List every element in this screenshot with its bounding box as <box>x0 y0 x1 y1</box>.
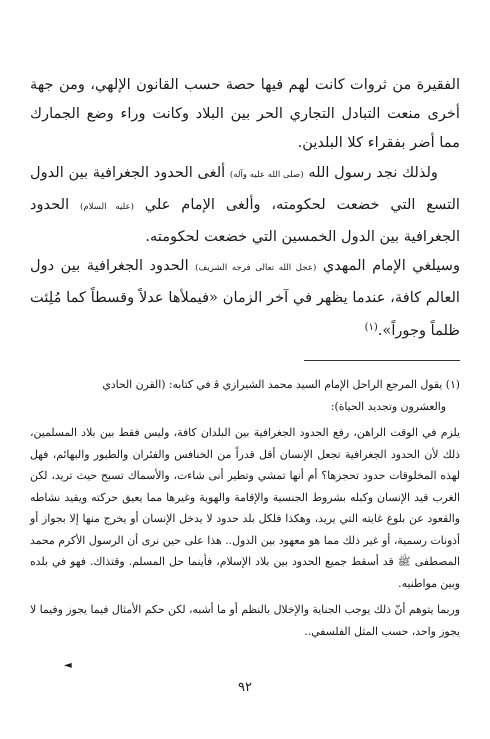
paragraph-1: الفقيرة من ثروات كانت لهم فيها حصة حسب القانون الإلهي، ومن جهة أخرى منعت التبادل التجاري الحر بين البلاد وكانت وراء وضع الجمارك مما أضر بفقراء كلا البلدين. <box>30 76 460 152</box>
paragraph-2-part-a: ولذلك نجد رسول الله <box>303 163 438 181</box>
salutation-imam-mahdi: (عجل الله تعالى فرجه الشريف) <box>195 263 317 274</box>
paragraph-3-part-b: الحدود الجغرافية بين دول العالم كافة، عندما يظهر في آخر الزمان «فيملأها عدلاً وقسطاً كما مُلِئت ظلماً وجوراً». <box>30 257 460 339</box>
salutation-prophet: (صلى الله عليه وآله) <box>229 169 304 180</box>
footnote-paragraph-2: وربما يتوهم أنّ ذلك يوجب الجناية والإخلال بالنظم أو ما أشبه، لكن حكم الأمثال فيما يجوز وفيما لا يجوز واحد، حسب المثل الفلسفي.. <box>30 603 460 638</box>
footnote-reference[interactable]: (١) <box>364 321 378 333</box>
footnote-paragraph-1: يلزم في الوقت الراهن، رفع الحدود الجغرافية بين البلدان كافة، وليس فقط بين بلاد المسلمين، ذلك لأن الحدود الجغرافية تجعل الإنسان أقل قدراً من الخنافس والفئران والطيور والبهائم، فهل لهذه المخلوقات حدود تحجزها؟ أم أنها تمشي وتطير أنى شاءت، والأسماك تسبح حيث تريد، لكن الغرب قيد الإنسان وكبله بشروط الجنسية والإقامة والهوية وغيرها مما يعيق حركته ويقيد نشاطه والقعود عن بلوغ غايته التي يريد، وهكذا فلكل بلد حدود لا يدخل الإنسان أو يخرج منها إلا بجواز أو أذونات رسمية، أو غير ذلك مما هو معهود بين الدول.. هذا على حين نرى أن الرسول الأكرم محمد المصطفى ﷺ قد أسقط جميع الحدود بين بلاد الإسلام، فأينما حل المسلم. وقتذاك. فهو في بلده وبين مواطنيه. <box>30 426 460 590</box>
footnote-heading-line-2: والعشرون وتجديد الحياة): <box>330 399 446 413</box>
paragraph-3 <box>30 251 460 345</box>
footnote-separator <box>304 360 460 361</box>
main-text <box>30 70 460 345</box>
paragraph-2 <box>30 158 460 252</box>
paragraph-2-part-c: الحدود الجغرافية بين الدول الخمسين التي خضعت لحكومته. <box>30 195 460 246</box>
footnote-block <box>30 374 460 642</box>
page-number: ٩٢ <box>238 680 252 695</box>
paragraph-2-part-b: ألغى الحدود الجغرافية بين الدول التسع التي خضعت لحكومته، وألغى الإمام علي <box>30 163 460 213</box>
salutation-imam-ali: (عليه السلام) <box>79 201 134 212</box>
footnote-heading-line-1: (١) يقول المرجع الراحل الإمام السيد محمد الشيرازي ﭬ في كتابه: (القرن الحادي <box>102 378 460 391</box>
paragraph-3-part-a: وسيلغي الإمام المهدي <box>316 257 461 275</box>
continuation-arrow-icon: ◄ <box>64 660 72 671</box>
